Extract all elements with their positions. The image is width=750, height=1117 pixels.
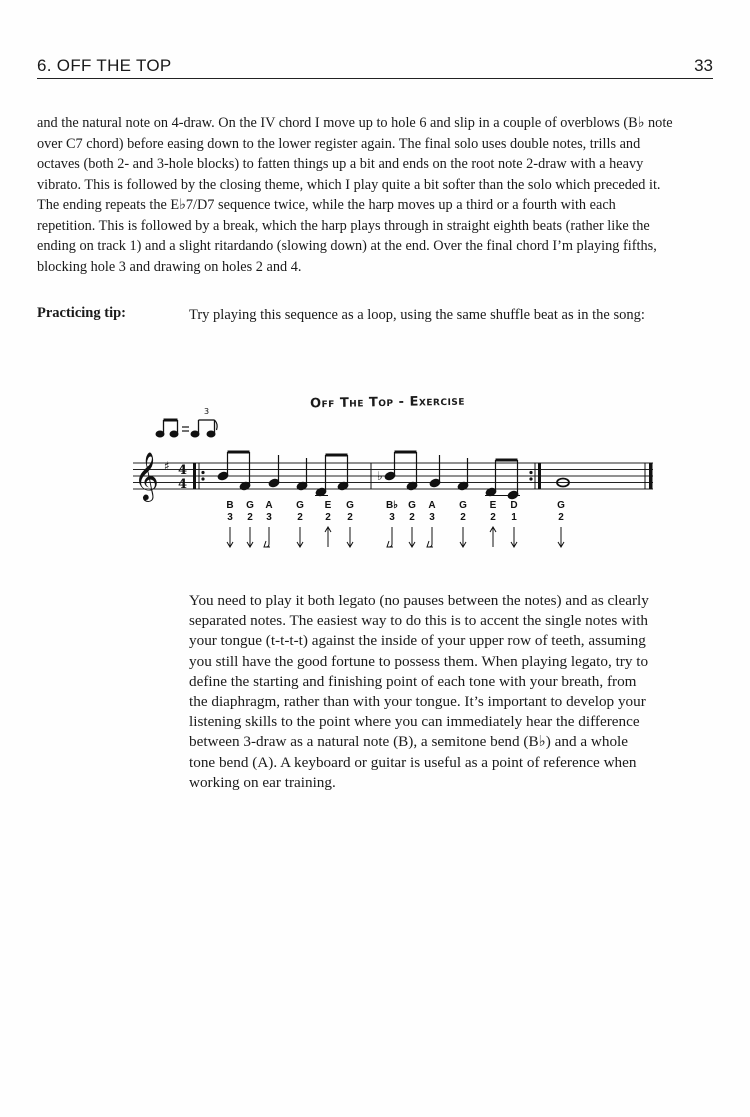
note-name: G (557, 500, 565, 511)
practicing-tip-text: Try playing this sequence as a loop, using the same shuffle beat as in the song: (189, 307, 645, 323)
blow-arrow-icon (490, 527, 496, 547)
hole-number: 2 (247, 512, 253, 523)
hole-number: 3 (266, 512, 272, 523)
hole-number: 1 (511, 512, 517, 523)
svg-text:♭: ♭ (377, 469, 383, 483)
draw-arrow-icon (227, 527, 233, 547)
note-name: B (226, 500, 234, 511)
hole-number: 2 (490, 512, 496, 523)
measure-1-notes (217, 452, 349, 497)
draw-arrow-icon (511, 527, 517, 547)
note-name: G (296, 500, 304, 511)
hole-number: 2 (297, 512, 303, 523)
note-name: G (246, 500, 254, 511)
hole-number: 3 (429, 512, 435, 523)
treble-clef-icon: 𝄞 (134, 451, 159, 500)
exercise-title: Off The Top - Exercise (309, 393, 466, 412)
note-name: G (459, 500, 467, 511)
practicing-tip-label: Practicing tip: (37, 305, 126, 321)
draw-arrow-icon (460, 527, 466, 547)
time-sig-top: 4 (178, 463, 188, 478)
note-name: B♭ (386, 500, 398, 511)
bend-arrow-icon (427, 527, 433, 547)
bend-arrow-icon (387, 527, 393, 547)
note-name: E (324, 500, 332, 511)
swing-notation (156, 407, 217, 437)
body-paragraph-1: and the natural note on 4-draw. On the IV chord I move up to hole 6 and slip in a couple of overblows (B♭ note over C7 chord) before easing down to the lower register again. The final solo uses double notes, trills and octaves (both 2- and 3-hole blocks) to fatten things up a bit and ends on the root note 2-draw with a heavy vibrato. This is followed by the closing theme, which I play quite a bit softer than the solo which preceded it. The ending repeats the E♭7/D7 sequence twice, while the harp moves up a third or a fourth with each repetition. This is followed by a break, which the harp plays through in straight eighth beats (rather like the ending on track 1) and a slight ritardando (slowing down) at the end. Over the final chord I’m playing fifths, blocking hole 3 and drawing on holes 2 and 4. (37, 115, 673, 275)
note-labels (226, 500, 565, 523)
note-name: E (489, 500, 497, 511)
sharp-icon: ♯ (164, 459, 170, 473)
note-name: G (346, 500, 354, 511)
body-paragraph-2: You need to play it both legato (no pauses between the notes) and as clearly separated notes. The easiest way to do this is to accent the single notes with your tongue (t-t-t-t) against the inside of your upper row of teeth, assuming you still have the good fortune to possess them. When playing legato, try to define the starting and finishing point of each tone with your breath, from the diaphragm, rather than with your tongue. It’s important to develop your listening skills to the point where you can immediately hear the difference between 3-draw as a natural note (B), a semitone bend (B♭) and a whole tone bend (A). A keyboard or guitar is useful as a point of reference when working on ear training. (189, 592, 649, 791)
hole-number: 3 (389, 512, 395, 523)
note-name: D (510, 500, 518, 511)
blow-arrow-icon (325, 527, 331, 547)
page-number: 33 (694, 56, 713, 75)
draw-arrow-icon (247, 527, 253, 547)
hole-number: 2 (347, 512, 353, 523)
draw-arrow-icon (297, 527, 303, 547)
hole-number: 3 (227, 512, 233, 523)
breath-arrows (227, 527, 564, 547)
draw-arrow-icon (558, 527, 564, 547)
chapter-title: 6. OFF THE TOP (37, 56, 172, 75)
hole-number: 2 (558, 512, 564, 523)
svg-text:3: 3 (204, 407, 210, 416)
draw-arrow-icon (409, 527, 415, 547)
note-name: A (428, 500, 436, 511)
bend-arrow-icon (264, 527, 270, 547)
hole-number: 2 (325, 512, 331, 523)
draw-arrow-icon (347, 527, 353, 547)
hole-number: 2 (409, 512, 415, 523)
hole-number: 2 (460, 512, 466, 523)
time-sig-bottom: 4 (178, 477, 188, 492)
note-name: G (408, 500, 416, 511)
note-name: A (265, 500, 273, 511)
